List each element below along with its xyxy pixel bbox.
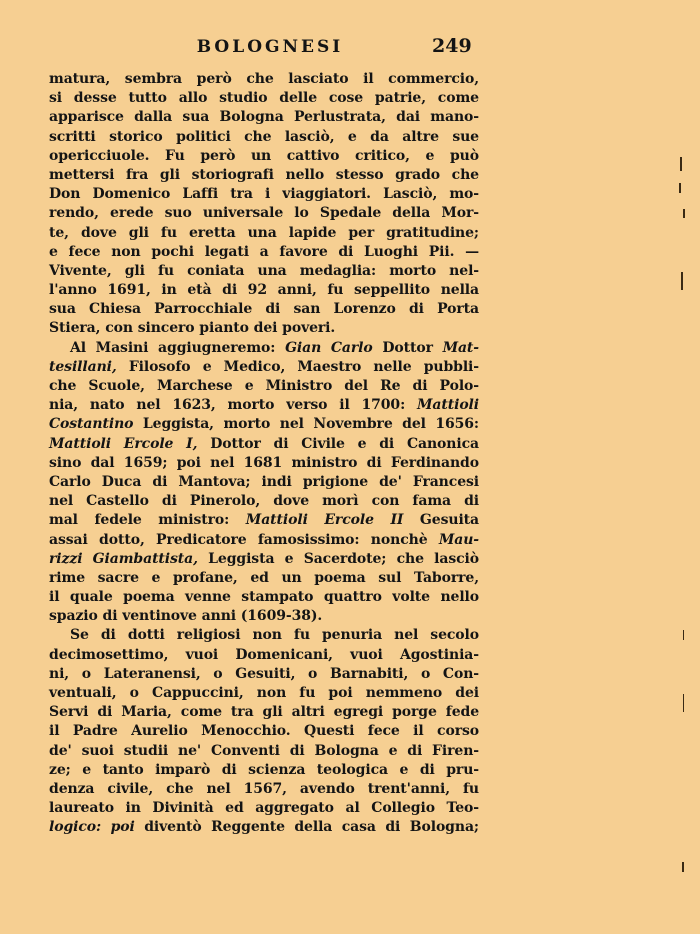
text-span: Filosofo e Medico, Maestro nelle pubbli- (116, 358, 479, 375)
text-span: Leggista e Sacerdote; che lasciò (197, 550, 479, 567)
italic-name: Mattioli Ercole II (245, 512, 404, 529)
italic-name: tesillani, (49, 358, 117, 375)
text-line: te, dove gli fu eretta una lapide per gratitudine; (49, 224, 479, 241)
text-line: l'anno 1691, in età di 92 anni, fu seppellito nella (49, 282, 479, 299)
text-line: matura, sembra però che lasciato il commercio, (49, 71, 479, 87)
margin-mark (682, 862, 684, 872)
italic-name: Mattioli Ercole I, (49, 435, 198, 452)
margin-mark (680, 157, 682, 171)
text-line: Don Domenico Laffi tra i viaggiatori. Lasciò, mo- (49, 186, 479, 203)
text-line: scritti storico politici che lasciò, e da altre sue (49, 128, 479, 145)
text-line: apparisce dalla sua Bologna Perlustrata, dai mano- (49, 109, 479, 126)
text-span: Gesuita (403, 512, 480, 529)
italic-name: Costantino (49, 416, 134, 433)
margin-mark (683, 630, 684, 640)
text-span: diventò Reggente della casa di Bologna; (134, 819, 479, 836)
italic-name: Mau- (438, 531, 479, 548)
text-line: laureato in Divinità ed aggregato al Collegio Teo- (49, 800, 479, 817)
text-line: Se di dotti religiosi non fu penuria nel secolo (70, 627, 479, 644)
text-line: ni, o Lateranensi, o Gesuiti, o Barnabiti, o Con- (49, 665, 479, 682)
text-line: decimosettimo, vuoi Domenicani, vuoi Agostinia- (49, 646, 479, 663)
text-line (49, 531, 479, 550)
margin-mark (683, 209, 685, 218)
italic-name: logico: poi (49, 819, 135, 836)
text-span: assai dotto, Predicatore famosissimo: nonchè (49, 531, 439, 548)
body-text (49, 70, 479, 838)
text-line: mettersi fra gli storiografi nello stesso grado che (49, 166, 479, 183)
text-line (49, 550, 479, 569)
text-span: Dottor di Civile e di Canonica (197, 435, 479, 452)
text-line: Servi di Maria, come tra gli altri egregi porge fede (49, 704, 479, 721)
margin-mark (683, 694, 684, 712)
italic-name: Mattioli (417, 397, 479, 414)
text-line: il quale poema venne stampato quattro volte nello (49, 589, 479, 606)
text-line: nel Castello di Pinerolo, dove morì con fama di (49, 493, 479, 510)
page-number: 249 (432, 35, 472, 57)
italic-name: Mat- (442, 339, 480, 356)
italic-name: Gian Carlo (285, 339, 373, 356)
text-span: Al Masini aggiugneremo: (70, 339, 286, 356)
margin-mark (681, 272, 683, 290)
text-line: sua Chiesa Parrocchiale di san Lorenzo di Porta (49, 301, 479, 318)
text-line: si desse tutto allo studio delle cose patrie, come (49, 90, 479, 107)
text-span: Leggista, morto nel Novembre del 1656: (133, 416, 479, 433)
text-line: ze; e tanto imparò di scienza teologica e di pru- (49, 761, 479, 778)
text-line: ventuali, o Cappuccini, non fu poi nemmeno dei (49, 685, 479, 701)
text-line: rime sacre e profane, ed un poema sul Taborre, (49, 569, 479, 586)
text-line: Carlo Duca di Mantova; indi prigione de' Francesi (49, 473, 479, 490)
text-span: nia, nato nel 1623, morto verso il 1700: (49, 397, 417, 414)
text-line (49, 415, 479, 434)
margin-mark (679, 183, 681, 193)
text-line: che Scuole, Marchese e Ministro del Re di Polo- (49, 378, 479, 394)
text-span: mal fedele ministro: (49, 512, 246, 529)
text-line: Stiera, con sincero pianto dei poveri. (49, 320, 336, 337)
text-line: Vivente, gli fu coniata una medaglia: morto nel- (49, 262, 479, 279)
text-line: spazio di ventinove anni (1609-38). (49, 608, 323, 625)
text-line: e fece non pochi legati a favore di Luoghi Pii. — (49, 243, 479, 260)
text-line (49, 818, 479, 837)
text-line: sino dal 1659; poi nel 1681 ministro di Ferdinando (49, 454, 479, 471)
text-line (49, 339, 479, 358)
text-line: opericciuole. Fu però un cattivo critico, e può (49, 147, 479, 164)
text-line: denza civile, che nel 1567, avendo trent'anni, fu (49, 780, 479, 797)
text-line: rendo, erede suo universale lo Spedale della Mor- (49, 205, 479, 222)
text-line (49, 511, 479, 530)
text-line: il Padre Aurelio Menocchio. Questi fece il corso (49, 723, 479, 740)
text-line (49, 435, 479, 454)
text-line (49, 358, 479, 377)
text-line (49, 396, 479, 415)
running-title: BOLOGNESI (196, 37, 344, 57)
italic-name: rizzi Giambattista, (49, 550, 198, 567)
text-span: Dottor (372, 339, 443, 356)
text-line: de' suoi studii ne' Conventi di Bologna e di Firen- (49, 742, 479, 759)
